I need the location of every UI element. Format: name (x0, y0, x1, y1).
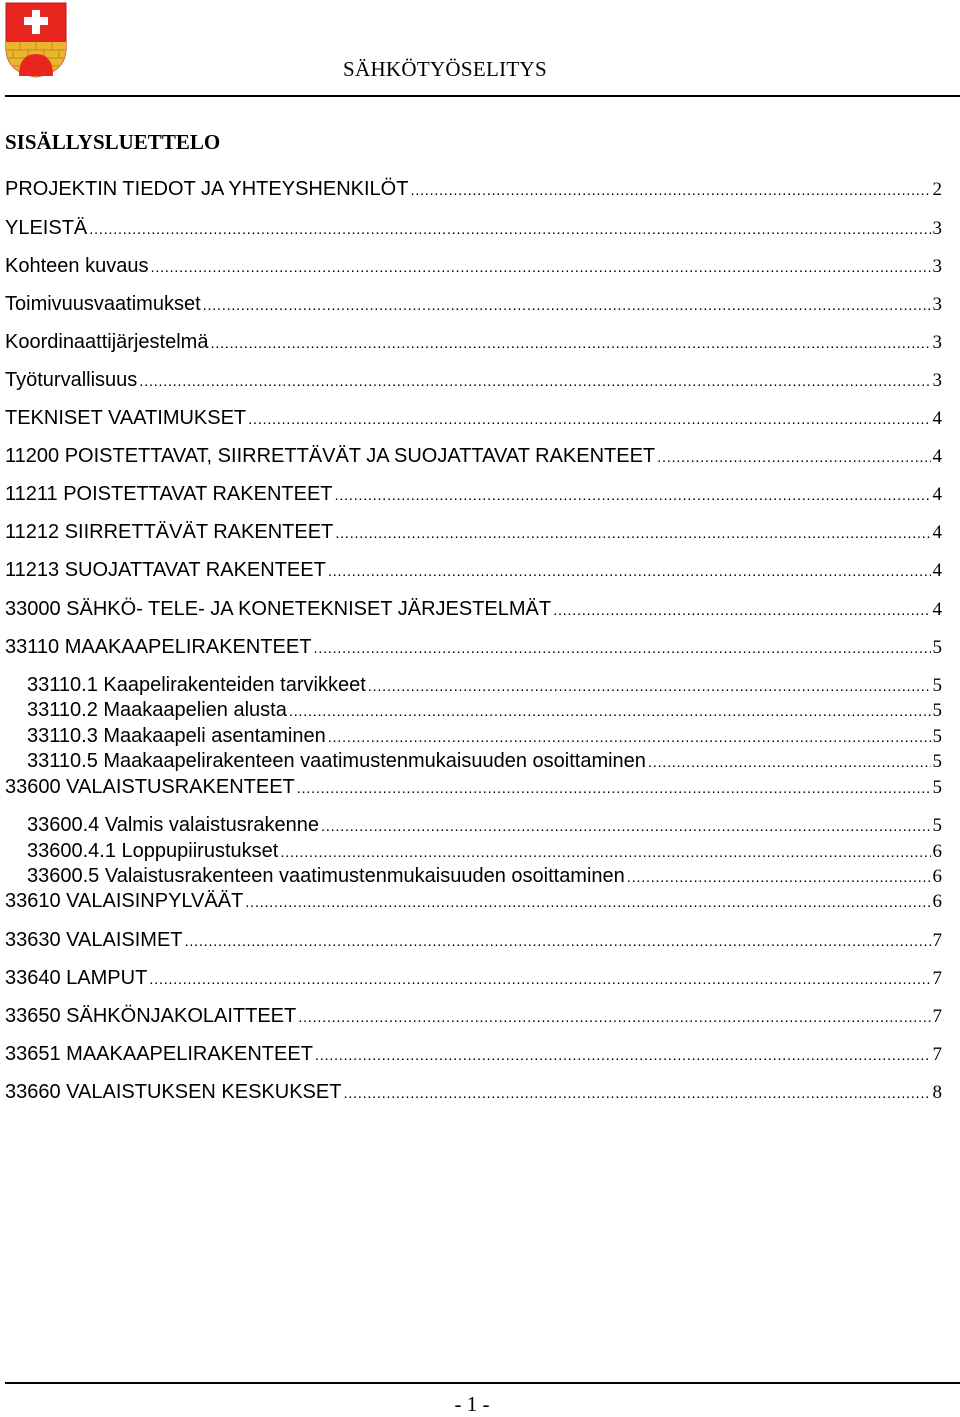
toc-entry-label: 33660 VALAISTUKSEN KESKUKSET (5, 1081, 342, 1103)
toc-entry-label: 33640 LAMPUT (5, 967, 148, 989)
toc-entry[interactable] (5, 888, 942, 914)
toc-entry-page: 6 (932, 841, 942, 862)
toc-entry[interactable] (5, 405, 942, 431)
toc-entry[interactable] (27, 697, 942, 723)
toc-entry-label: 33000 SÄHKÖ- TELE- JA KONETEKNISET JÄRJESTELMÄT (5, 598, 552, 620)
toc-dot-leader (648, 750, 931, 776)
toc-entry-page: 3 (932, 218, 942, 239)
toc-entry-label: 11211 POISTETTAVAT RAKENTEET (5, 483, 333, 505)
toc-entry-page: 4 (932, 599, 942, 620)
toc-entry-label: Kohteen kuvaus (5, 255, 149, 277)
toc-dot-leader (335, 521, 930, 547)
toc-entry[interactable] (5, 176, 942, 202)
toc-entry[interactable] (5, 329, 942, 355)
toc-entry-label: 33600.4 Valmis valaistusrakenne (27, 814, 320, 836)
toc-entry-label: PROJEKTIN TIEDOT JA YHTEYSHENKILÖT (5, 178, 409, 200)
toc-dot-leader (245, 890, 930, 916)
toc-entry-label: 33610 VALAISINPYLVÄÄT (5, 890, 244, 912)
toc-entry[interactable] (27, 723, 942, 749)
toc-dot-leader (248, 407, 930, 433)
toc-entry-page: 7 (932, 968, 942, 989)
toc-entry-label: TEKNISET VAATIMUKSET (5, 407, 247, 429)
toc-entry[interactable] (5, 253, 942, 279)
toc-entry[interactable] (5, 634, 942, 660)
toc-entry-page: 3 (932, 294, 942, 315)
toc-entry-page: 7 (932, 930, 942, 951)
toc-dot-leader (553, 598, 930, 624)
toc-entry-label: YLEISTÄ (5, 217, 88, 239)
toc-entry-label: 33110.1 Kaapelirakenteiden tarvikkeet (27, 674, 366, 696)
toc-entry-label: 33600 VALAISTUSRAKENTEET (5, 776, 295, 798)
toc-entry-label: 11212 SIIRRETTÄVÄT RAKENTEET (5, 521, 334, 543)
toc-entry[interactable] (5, 596, 942, 622)
toc-dot-leader (315, 1043, 931, 1069)
toc-entry-page: 7 (932, 1044, 942, 1065)
document-title: SÄHKÖTYÖSELITYS (343, 57, 547, 81)
toc-entry[interactable] (5, 965, 942, 991)
toc-entry[interactable] (5, 367, 942, 393)
toc-entry[interactable] (5, 1079, 942, 1105)
toc-dot-leader (343, 1081, 930, 1107)
toc-entry[interactable] (5, 1003, 942, 1029)
toc-entry[interactable] (27, 863, 942, 889)
toc-entry-label: 33600.5 Valaistusrakenteen vaatimustenmukaisuuden osoittaminen (27, 865, 625, 887)
toc-dot-leader (313, 636, 930, 662)
toc-dot-leader (185, 929, 931, 955)
toc-entry-page: 5 (932, 726, 942, 747)
toc-entry-label: Koordinaattijärjestelmä (5, 331, 209, 353)
toc-entry-page: 4 (932, 560, 942, 581)
toc-entry-page: 2 (932, 179, 942, 200)
toc-entry-page: 4 (932, 408, 942, 429)
toc-entry[interactable] (27, 812, 942, 838)
toc-entry-page: 7 (932, 1006, 942, 1027)
toc-entry[interactable] (5, 519, 942, 545)
toc-entry-page: 5 (932, 751, 942, 772)
toc-dot-leader (210, 331, 930, 357)
page-number: - 1 - (454, 1392, 490, 1416)
toc-entry[interactable] (27, 748, 942, 774)
toc-entry[interactable] (5, 927, 942, 953)
toc-entry[interactable] (5, 1041, 942, 1067)
toc-entry-label: 33110.5 Maakaapelirakenteen vaatimustenmukaisuuden osoittaminen (27, 750, 646, 772)
toc-entry[interactable] (27, 838, 942, 864)
toc-entry-label: 33650 SÄHKÖNJAKOLAITTEET (5, 1005, 297, 1027)
toc-entry-page: 8 (932, 1082, 942, 1103)
toc-dot-leader (203, 293, 931, 319)
toc-dot-leader (298, 1005, 930, 1031)
toc-entry-page: 5 (932, 777, 942, 798)
toc-entry-label: 33110 MAAKAAPELIRAKENTEET (5, 636, 312, 658)
toc-dot-leader (335, 483, 931, 509)
toc-entry-label: Työturvallisuus (5, 369, 138, 391)
toc-heading: SISÄLLYSLUETTELO (5, 130, 221, 154)
toc-entry-page: 5 (932, 700, 942, 721)
toc-entry-label: 33110.3 Maakaapeli asentaminen (27, 725, 326, 747)
toc-entry-page: 6 (932, 891, 942, 912)
toc-dot-leader (321, 814, 930, 840)
toc-entry[interactable] (5, 443, 942, 469)
toc-entry[interactable] (27, 672, 942, 698)
toc-dot-leader (297, 776, 931, 802)
toc-entry-page: 5 (932, 675, 942, 696)
toc-dot-leader (328, 559, 931, 585)
toc-dot-leader (149, 967, 930, 993)
toc-entry[interactable] (5, 215, 942, 241)
toc-entry-label: 11213 SUOJATTAVAT RAKENTEET (5, 559, 326, 581)
toc-dot-leader (150, 255, 930, 281)
toc-entry[interactable] (5, 557, 942, 583)
footer-divider (5, 1382, 960, 1384)
toc-entry-page: 3 (932, 256, 942, 277)
toc-entry-page: 4 (932, 522, 942, 543)
header-divider (5, 95, 960, 97)
toc-entry-label: Toimivuusvaatimukset (5, 293, 201, 315)
toc-entry-label: 33110.2 Maakaapelien alusta (27, 699, 287, 721)
toc-entry-page: 4 (932, 446, 942, 467)
coat-of-arms-icon (5, 2, 67, 78)
toc-dot-leader (410, 178, 930, 204)
toc-entry-page: 5 (932, 815, 942, 836)
toc-entry-page: 3 (932, 332, 942, 353)
toc-dot-leader (289, 699, 931, 725)
toc-dot-leader (139, 369, 930, 395)
toc-entry[interactable] (5, 291, 942, 317)
toc-dot-leader (89, 217, 930, 243)
toc-entry-label: 33651 MAAKAAPELIRAKENTEET (5, 1043, 313, 1065)
toc-entry-page: 3 (932, 370, 942, 391)
toc-entry-page: 6 (932, 866, 942, 887)
toc-entry-label: 11200 POISTETTAVAT, SIIRRETTÄVÄT JA SUOJATTAVAT RAKENTEET (5, 445, 656, 467)
toc-entry-label: 33630 VALAISIMET (5, 929, 183, 951)
toc-entry[interactable] (5, 774, 942, 800)
toc-entry-page: 5 (932, 637, 942, 658)
toc-entry[interactable] (5, 481, 942, 507)
toc-entry-page: 4 (932, 484, 942, 505)
toc-dot-leader (657, 445, 930, 471)
toc-entry-label: 33600.4.1 Loppupiirustukset (27, 840, 279, 862)
